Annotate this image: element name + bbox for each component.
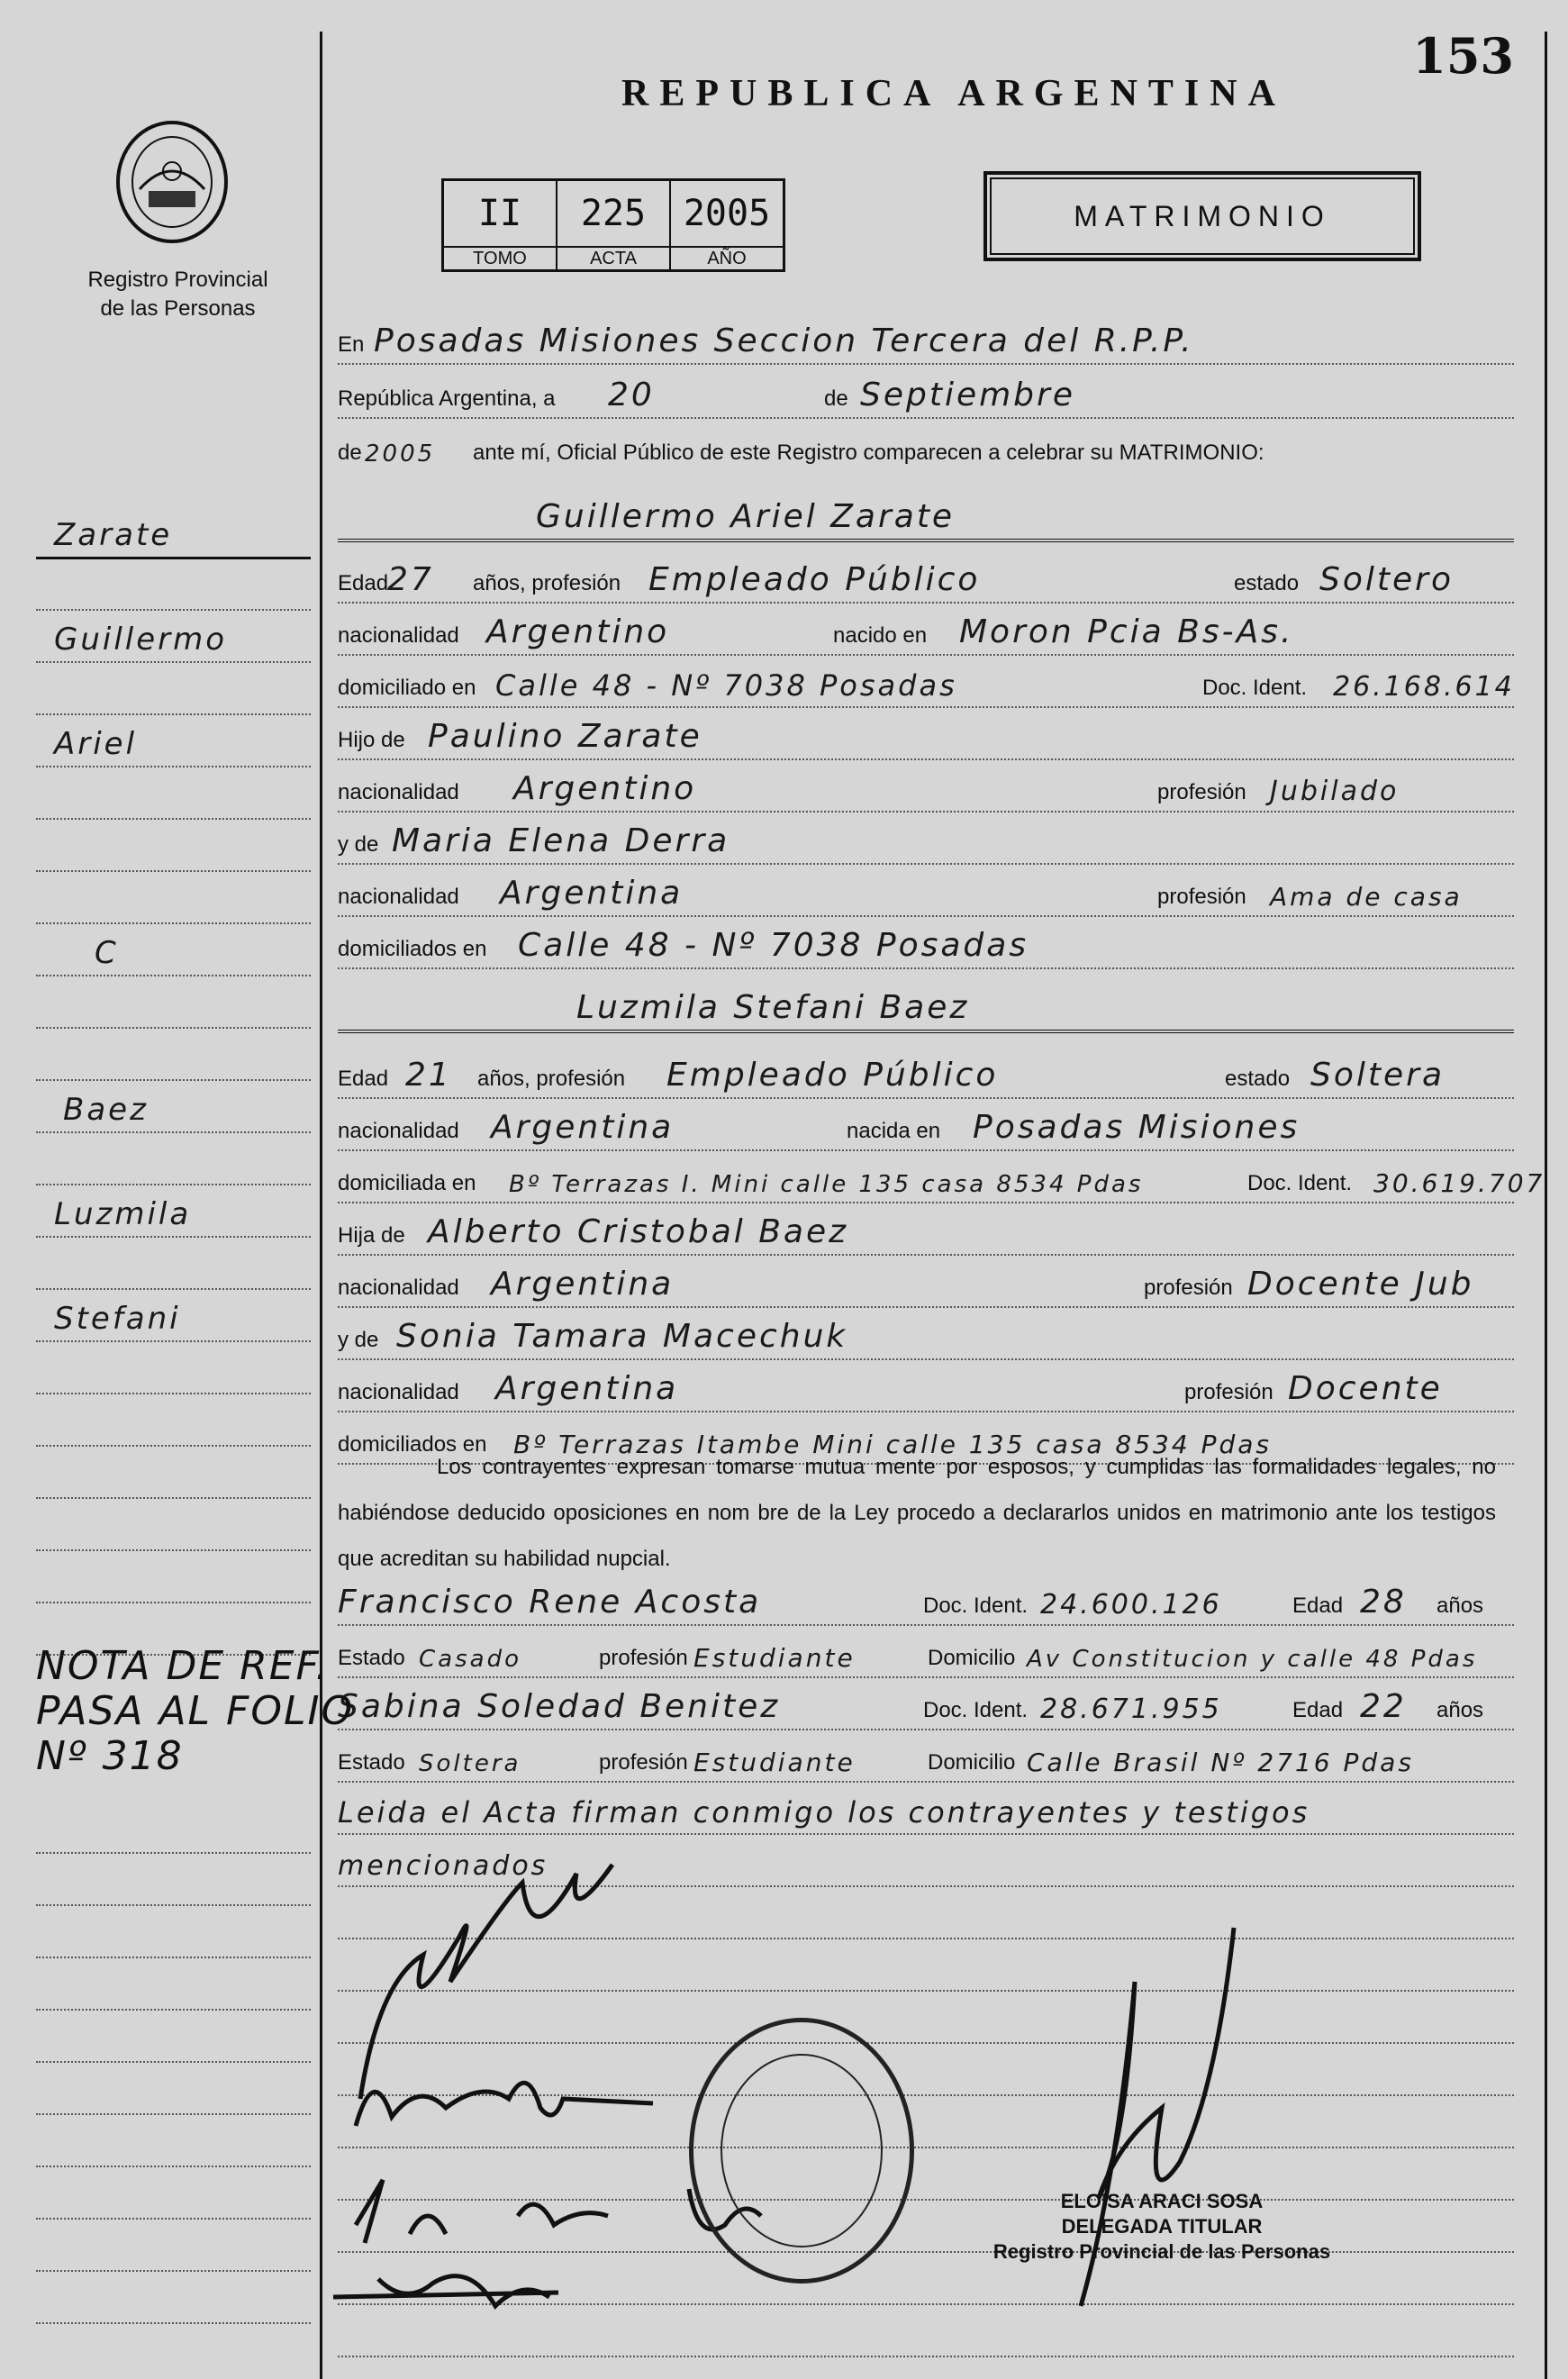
bride-age-row: Edad 21 años, profesión Empleado Público estado Soltera (338, 1045, 1514, 1099)
margin-blank (36, 2061, 311, 2115)
reference-note: NOTA DE REF. PASA AL FOLIO Nº 318 (36, 1643, 355, 1779)
year-value: 2005 (365, 440, 436, 468)
ano-label: AÑO (670, 247, 784, 271)
margin-blank (36, 1497, 311, 1551)
tomo-label: TOMO (443, 247, 557, 271)
margin-blank (36, 1852, 311, 1906)
margin-divider (320, 32, 322, 2379)
acta-label: ACTA (557, 247, 670, 271)
groom-domicile-row: domiciliado en Calle 48 - Nº 7038 Posadas Doc. Ident. 26.168.614 (338, 654, 1514, 708)
groom-father-row: Hijo de Paulino Zarate (338, 706, 1514, 760)
intro-year-row: de 2005 ante mí, Oficial Público de este Registro comparecen a celebrar su MATRIMONIO: (338, 440, 1264, 468)
record-table (441, 178, 785, 272)
margin-blank (36, 1027, 311, 1081)
margin-blank (36, 2009, 311, 2063)
margin-groom-second-row: Ariel (36, 713, 311, 767)
witness1-details-row: Estado Casado profesión Estudiante Domicilio Av Constitucion y calle 48 Pdas (338, 1624, 1514, 1678)
margin-groom-surname-row: Zarate (36, 504, 311, 559)
bride-nationality-row: nacionalidad Argentina nacida en Posadas Misiones (338, 1097, 1514, 1151)
tomo-value: II (443, 180, 557, 248)
margin-blank (36, 1549, 311, 1603)
margin-blank (36, 870, 311, 924)
closing-line-1: Leida el Acta firman conmigo los contrayentes y testigos (338, 1781, 1514, 1835)
official-stamp-icon (689, 2018, 914, 2284)
signature-witness2-icon (324, 2252, 576, 2324)
witness1-row: Francisco Rene Acosta Doc. Ident. 24.600.126 Edad 28 años (338, 1572, 1514, 1626)
acta-value: 225 (557, 180, 670, 248)
official-name: ELOISA ARACI SOSA (1060, 2190, 1264, 2212)
margin-blank (36, 1340, 311, 1394)
margin-blank (36, 818, 311, 872)
witness2-row: Sabina Soledad Benitez Doc. Ident. 28.671.955 Edad 22 años (338, 1676, 1514, 1730)
margin-blank (36, 1800, 311, 1854)
bride-name: Luzmila Stefani Baez (576, 989, 970, 1026)
margin-blank (36, 1131, 311, 1185)
margin-bride-second-row: Stefani (36, 1288, 311, 1342)
official-block (991, 2189, 1333, 2265)
margin-bride-surname-row: Baez (36, 1079, 311, 1133)
margin-blank (36, 1393, 311, 1447)
margin-blank (36, 2218, 311, 2272)
closing-line-2: mencionados (338, 1833, 1514, 1887)
province-seal-icon (113, 117, 231, 248)
bride-domicile-row: domiciliada en Bº Terrazas I. Mini calle 135 casa 8534 Pdas Doc. Ident. 30.619.707 (338, 1149, 1514, 1203)
bride-parents-domicile-row: domiciliados en Bº Terrazas Itambe Mini calle 135 casa 8534 Pdas (338, 1411, 1514, 1465)
intro-place-row: En Posadas Misiones Seccion Tercera del R.P.P. (338, 311, 1514, 365)
margin-blank (36, 975, 311, 1029)
witness2-details-row: Estado Soltera profesión Estudiante Domicilio Calle Brasil Nº 2716 Pdas (338, 1729, 1514, 1783)
official-office: Registro Provincial de las Personas (992, 2240, 1331, 2263)
right-border (1545, 32, 1547, 2379)
groom-father-nat-row: nacionalidad Argentino profesión Jubilado (338, 758, 1514, 813)
day-value: 20 (608, 377, 655, 413)
margin-blank (36, 2113, 311, 2167)
groom-name-row (338, 486, 1514, 542)
official-title: DELEGADA TITULAR (1061, 2215, 1263, 2238)
margin-blank (36, 2270, 311, 2324)
margin-blank (36, 661, 311, 715)
margin-blank (36, 1904, 311, 1958)
signature-bride-icon (347, 2045, 662, 2144)
margin-blank (36, 766, 311, 820)
groom-mother-row: y de Maria Elena Derra (338, 811, 1514, 865)
bride-father-nat-row: nacionalidad Argentina profesión Docente Jub (338, 1254, 1514, 1308)
margin-blank (36, 1445, 311, 1499)
record-type-box: MATRIMONIO (983, 171, 1421, 261)
groom-parents-domicile-row: domiciliados en Calle 48 - Nº 7038 Posadas (338, 915, 1514, 969)
margin-bride-first-row: Luzmila (36, 1184, 311, 1238)
margin-conjunction-row: C (36, 922, 311, 976)
margin-groom-first-row: Guillermo (36, 609, 311, 663)
ano-value: 2005 (670, 180, 784, 248)
bride-mother-nat-row: nacionalidad Argentina profesión Docente (338, 1358, 1514, 1412)
margin-blank (36, 2166, 311, 2220)
margin-blank (36, 1236, 311, 1290)
folio-number: 153 (1412, 27, 1514, 85)
groom-mother-nat-row: nacionalidad Argentina profesión Ama de casa (338, 863, 1514, 917)
groom-nationality-row: nacionalidad Argentino nacido en Moron Pcia Bs-As. (338, 602, 1514, 656)
bride-name-row (338, 977, 1514, 1033)
margin-blank (36, 1957, 311, 2011)
registry-name: Registro Provincial de las Personas (87, 268, 268, 321)
intro-date-row: República Argentina, a 20 de Septiembre (338, 365, 1514, 419)
bride-mother-row: y de Sonia Tamara Macechuk (338, 1306, 1514, 1360)
groom-age-row: Edad 27 años, profesión Empleado Público estado Soltero (338, 549, 1514, 604)
country-title: REPUBLICA ARGENTINA (621, 73, 1286, 114)
declaration-text: Los contrayentes expresan tomarse mutua mente por esposos, y cumplidas las formalidades legales, no habiéndose deducido oposiciones en nom bre de la Ley procedo a declararlos unidos en matrimonio ante los testigos que acreditan su habilidad nupcial. (338, 1455, 1496, 1571)
groom-name: Guillermo Ariel Zarate (536, 498, 956, 535)
month-value: Septiembre (860, 377, 1075, 413)
bride-father-row: Hija de Alberto Cristobal Baez (338, 1202, 1514, 1256)
place-value: Posadas Misiones Seccion Tercera del R.P.P. (374, 322, 1194, 359)
margin-blank (36, 557, 311, 611)
